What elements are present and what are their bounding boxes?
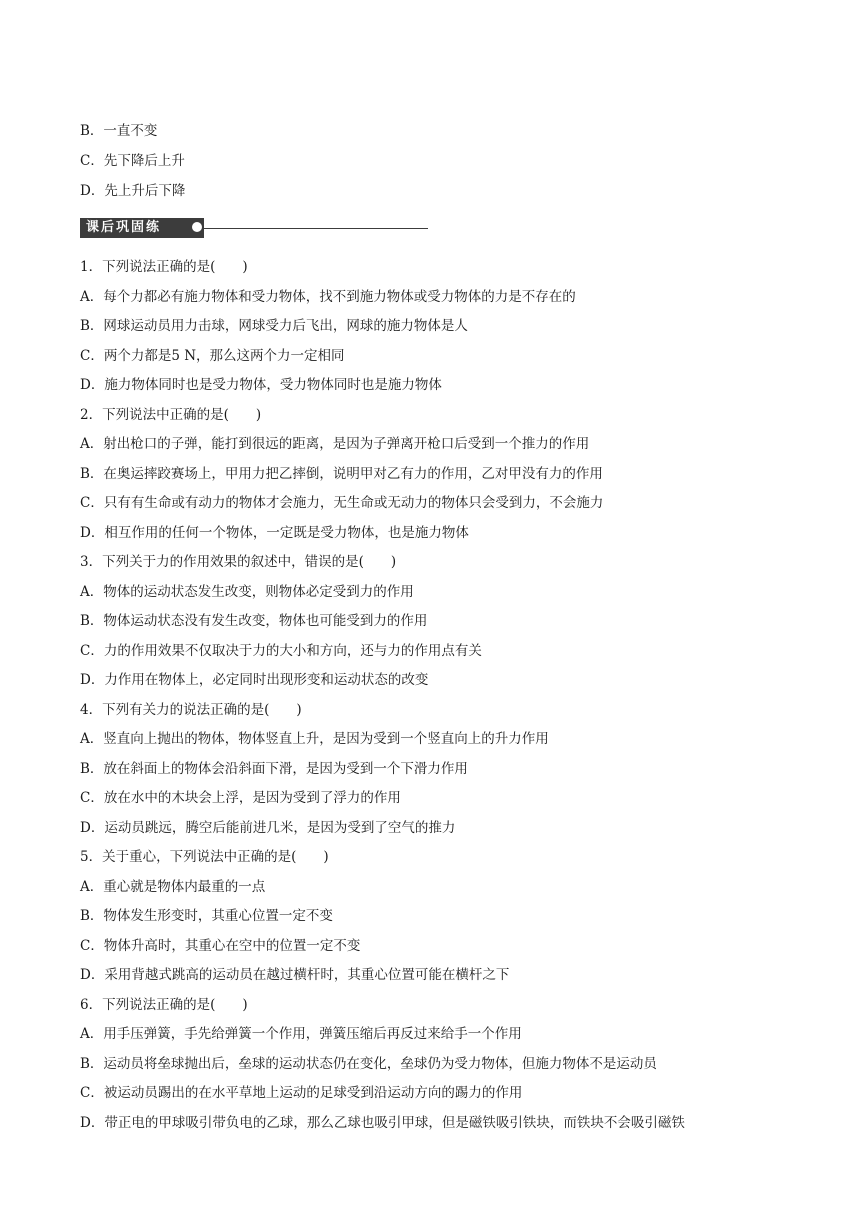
question-option: D．运动员跳远，腾空后能前进几米，是因为受到了空气的推力 <box>80 820 456 836</box>
question-option: A．竖直向上抛出的物体，物体竖直上升，是因为受到一个竖直向上的升力作用 <box>80 731 549 747</box>
bullet-dot-icon <box>192 222 202 232</box>
question-option: A．用手压弹簧，手先给弹簧一个作用，弹簧压缩后再反过来给手一个作用 <box>80 1026 522 1042</box>
question-option: D．带正电的甲球吸引带负电的乙球，那么乙球也吸引甲球，但是磁铁吸引铁块，而铁块不会吸引磁铁 <box>80 1115 685 1131</box>
question-stem: 4．下列有关力的说法正确的是( ) <box>80 702 302 718</box>
question-stem: 1．下列说法正确的是( ) <box>80 259 248 275</box>
question-option: D．采用背越式跳高的运动员在越过横杆时，其重心位置可能在横杆之下 <box>80 967 510 983</box>
question-option: C．力的作用效果不仅取决于力的大小和方向，还与力的作用点有关 <box>80 643 482 659</box>
question-option: B．物体发生形变时，其重心位置一定不变 <box>80 908 333 924</box>
section-header <box>80 214 428 238</box>
question-option: D．施力物体同时也是受力物体，受力物体同时也是施力物体 <box>80 377 442 393</box>
question-option: A．每个力都必有施力物体和受力物体，找不到施力物体或受力物体的力是不存在的 <box>80 289 576 305</box>
question-option: B．物体运动状态没有发生改变，物体也可能受到力的作用 <box>80 613 428 629</box>
option-text: D．先上升后下降 <box>80 183 186 199</box>
question-stem: 6．下列说法正确的是( ) <box>80 997 248 1013</box>
question-option: B．网球运动员用力击球，网球受力后飞出，网球的施力物体是人 <box>80 318 468 334</box>
section-divider <box>204 228 428 229</box>
question-option: C．物体升高时，其重心在空中的位置一定不变 <box>80 938 361 954</box>
question-option: C．两个力都是5 N，那么这两个力一定相同 <box>80 348 345 364</box>
question-option: C．被运动员踢出的在水平草地上运动的足球受到沿运动方向的踢力的作用 <box>80 1085 523 1101</box>
question-option: B．在奥运摔跤赛场上，甲用力把乙摔倒，说明甲对乙有力的作用，乙对甲没有力的作用 <box>80 466 603 482</box>
question-option: A．物体的运动状态发生改变，则物体必定受到力的作用 <box>80 584 414 600</box>
question-stem: 2．下列说法中正确的是( ) <box>80 407 262 423</box>
question-option: A．重心就是物体内最重的一点 <box>80 879 266 895</box>
question-option: B．放在斜面上的物体会沿斜面下滑，是因为受到一个下滑力作用 <box>80 761 468 777</box>
question-option: D．力作用在物体上，必定同时出现形变和运动状态的改变 <box>80 672 429 688</box>
section-title: 课后巩固练 <box>80 218 204 238</box>
question-option: B．运动员将垒球抛出后，垒球的运动状态仍在变化，垒球仍为受力物体，但施力物体不是运动员 <box>80 1056 657 1072</box>
question-option: C．只有有生命或有动力的物体才会施力，无生命或无动力的物体只会受到力，不会施力 <box>80 495 604 511</box>
question-stem: 3．下列关于力的作用效果的叙述中，错误的是( ) <box>80 554 397 570</box>
question-option: D．相互作用的任何一个物体，一定既是受力物体，也是施力物体 <box>80 525 469 541</box>
option-text: B．一直不变 <box>80 123 158 139</box>
question-stem: 5．关于重心，下列说法中正确的是( ) <box>80 849 329 865</box>
question-option: C．放在水中的木块会上浮，是因为受到了浮力的作用 <box>80 790 401 806</box>
question-option: A．射出枪口的子弹，能打到很远的距离，是因为子弹离开枪口后受到一个推力的作用 <box>80 436 590 452</box>
option-text: C．先下降后上升 <box>80 153 185 169</box>
